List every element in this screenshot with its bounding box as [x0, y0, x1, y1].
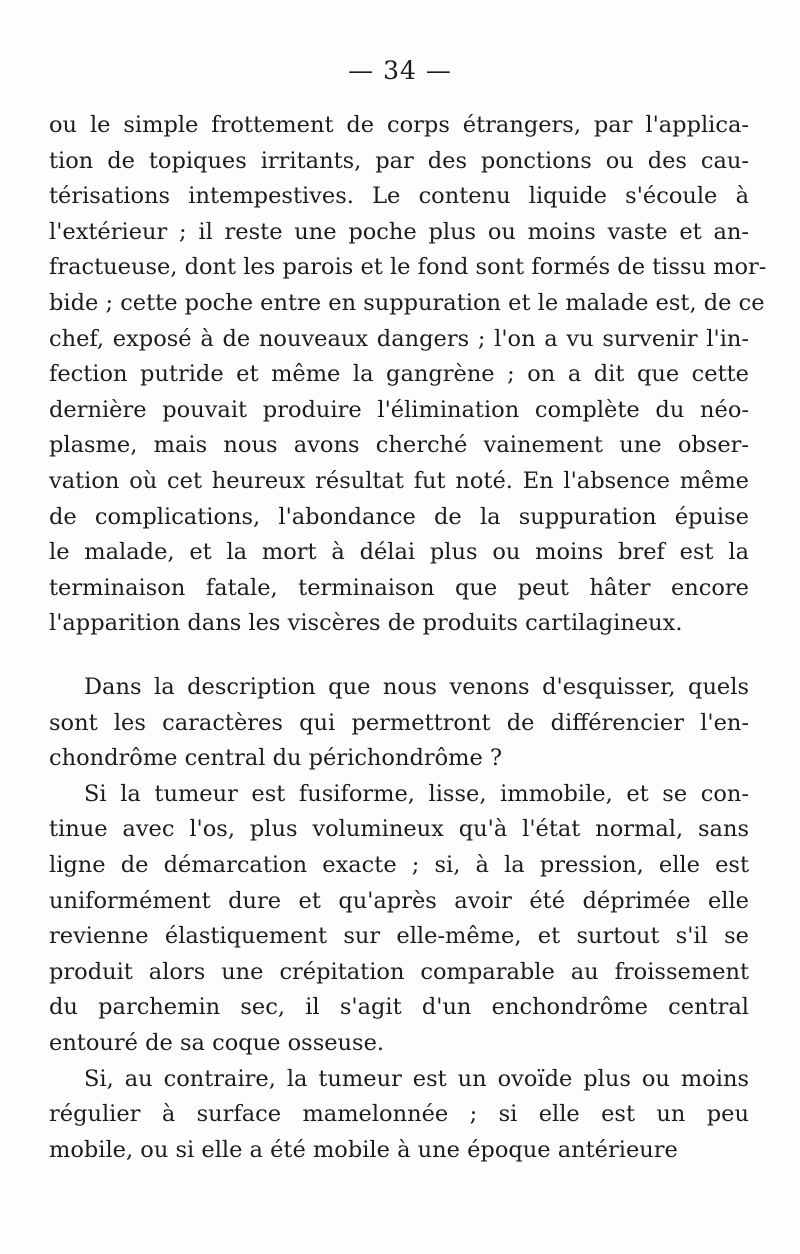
text-line: tion de topiques irritants, par des ponctions ou des cau-	[49, 147, 749, 174]
text-line: régulier à surface mamelonnée ; si elle est un peu	[49, 1101, 749, 1128]
text-line: fection putride et même la gangrène ; on a dit que cette	[49, 361, 749, 388]
page-number: — 34 —	[348, 56, 452, 85]
text-line: chef, exposé à de nouveaux dangers ; l'on a vu survenir l'in-	[49, 325, 749, 352]
text-line: produit alors une crépitation comparable au froissement	[49, 958, 749, 985]
text-line: dernière pouvait produire l'élimination complète du néo-	[49, 396, 749, 423]
text-line: Si, au contraire, la tumeur est un ovoïde plus ou moins	[84, 1065, 749, 1092]
text-line: chondrôme central du périchondrôme ?	[49, 745, 503, 772]
text-line: revienne élastiquement sur elle-même, et surtout s'il se	[49, 923, 749, 950]
text-line: uniformément dure et qu'après avoir été déprimée elle	[49, 887, 749, 914]
paragraph-group	[49, 670, 749, 1168]
text-line: Si la tumeur est fusiforme, lisse, immobile, et se con-	[84, 780, 749, 807]
text-line: le malade, et la mort à délai plus ou moins bref est la	[49, 539, 749, 566]
text-line: fractueuse, dont les parois et le fond sont formés de tissu mor-	[49, 254, 767, 281]
text-line: plasme, mais nous avons cherché vainement une obser-	[49, 432, 749, 459]
text-line: ou le simple frottement de corps étrangers, par l'applica-	[49, 112, 749, 138]
text-line: térisations intempestives. Le contenu liquide s'écoule à	[49, 183, 749, 210]
text-line: bide ; cette poche entre en suppuration et le malade est, de ce	[49, 289, 765, 316]
text-line: de complications, l'abondance de la suppuration épuise	[49, 503, 749, 530]
text-line: l'apparition dans les viscères de produits cartilagineux.	[49, 610, 683, 637]
text-line: l'extérieur ; il reste une poche plus ou moins vaste et an-	[49, 218, 749, 245]
text-line: Dans la description que nous venons d'esquisser, quels	[84, 674, 749, 700]
text-line: ligne de démarcation exacte ; si, à la pression, elle est	[49, 851, 749, 878]
text-line: mobile, ou si elle a été mobile à une époque antérieure	[49, 1136, 678, 1163]
text-line: sont les caractères qui permettront de différencier l'en-	[49, 709, 749, 736]
text-line: entouré de sa coque osseuse.	[49, 1029, 385, 1056]
paragraph-continuation	[49, 108, 767, 642]
text-line: tinue avec l'os, plus volumineux qu'à l'état normal, sans	[49, 816, 749, 843]
text-line: vation où cet heureux résultat fut noté. En l'absence même	[49, 467, 749, 494]
text-line: du parchemin sec, il s'agit d'un enchondrôme central	[49, 994, 749, 1021]
text-line: terminaison fatale, terminaison que peut hâter encore	[49, 574, 749, 601]
